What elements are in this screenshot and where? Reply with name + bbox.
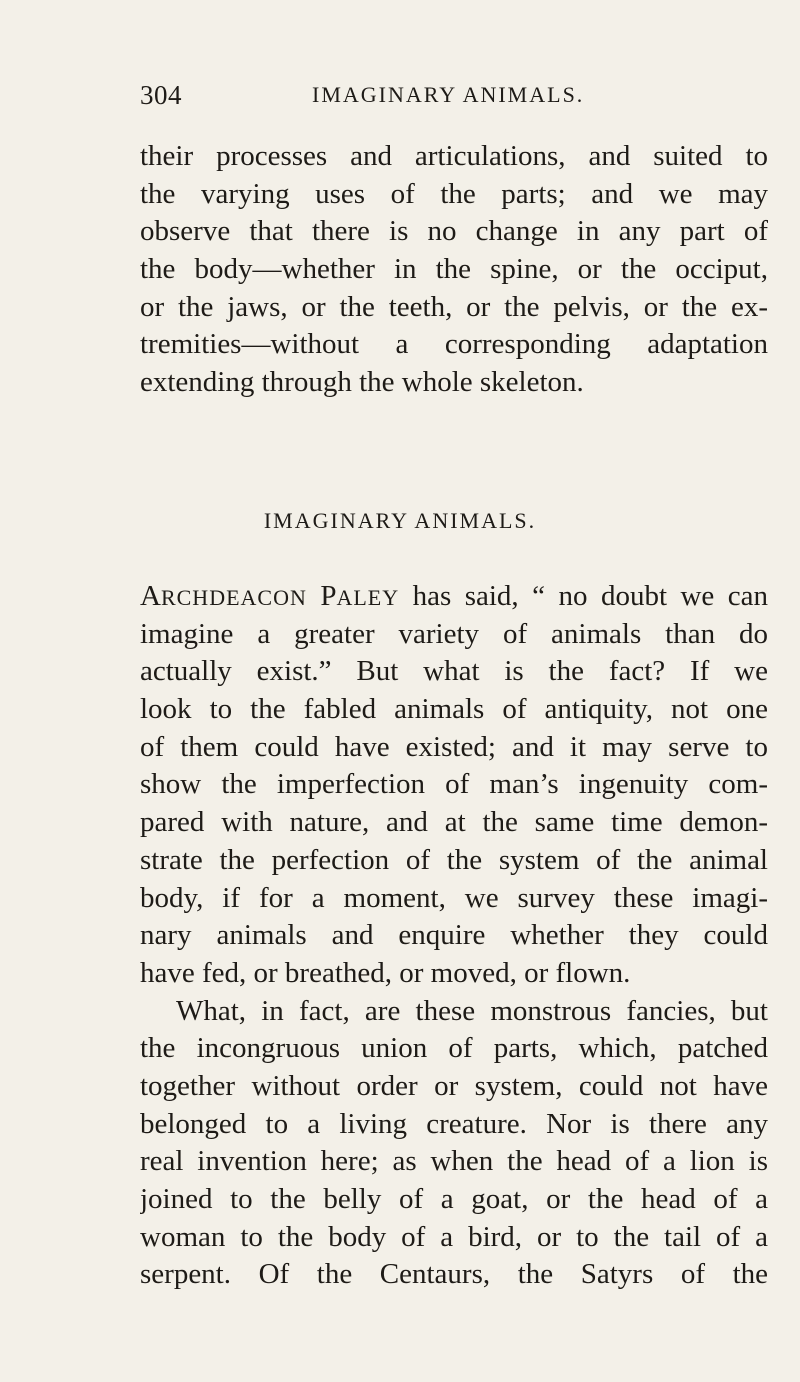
text-line: belonged to a living creature. Nor is there any [140,1107,768,1140]
text-line: observe that there is no change in any part of [140,215,768,248]
page-number: 304 [140,80,182,110]
text-line: body, if for a moment, we survey these imagi- [140,881,768,914]
paragraph-2 [140,578,768,1294]
text-line: tremities—without a corresponding adaptation [140,328,768,361]
text-line: look to the fabled animals of antiquity, not one [140,693,768,726]
smallcaps-rest: ALEY [336,585,400,610]
text-line: real invention here; as when the head of a lion is [140,1145,768,1178]
text-line: strate the perfection of the system of the animal [140,843,768,876]
text-line: together without order or system, could not have [140,1069,768,1102]
smallcaps-initial: P [320,580,337,612]
text-line: have fed, or breathed, or moved, or flown. [140,956,631,989]
text-line-first [140,578,768,616]
text-line: joined to the belly of a goat, or the head of a [140,1183,768,1215]
text-line: woman to the body of a bird, or to the tail of a [140,1220,768,1253]
text-line: What, in fact, are these monstrous fancies, but [176,994,768,1027]
smallcaps-initial: A [140,580,161,612]
text-line: show the imperfection of man’s ingenuity com- [140,768,768,801]
smallcaps-rest: RCHDEACON [160,585,307,610]
text-line: nary animals and enquire whether they could [140,919,768,952]
line-remainder: has said, “ no doubt we can [412,580,768,612]
text-line: serpent. Of the Centaurs, the Satyrs of the [140,1258,768,1291]
text-line: extending through the whole skeleton. [140,366,584,399]
text-line: of them could have existed; and it may serve to [140,730,768,763]
section-heading: IMAGINARY ANIMALS. [263,508,537,533]
running-title: IMAGINARY ANIMALS. [312,82,585,107]
text-line: the varying uses of the parts; and we may [140,177,768,210]
text-line: imagine a greater variety of animals than do [140,617,768,650]
running-head [140,80,660,112]
paragraph-1 [140,138,768,402]
text-line: the incongruous union of parts, which, patched [140,1032,768,1065]
text-line: or the jaws, or the teeth, or the pelvis, or the ex- [140,290,768,323]
text-line: pared with nature, and at the same time demon- [140,806,768,839]
text-line: actually exist.” But what is the fact? If we [140,655,768,688]
text-line: the body—whether in the spine, or the occiput, [140,253,768,286]
text-line: their processes and articulations, and suited to [140,140,768,172]
